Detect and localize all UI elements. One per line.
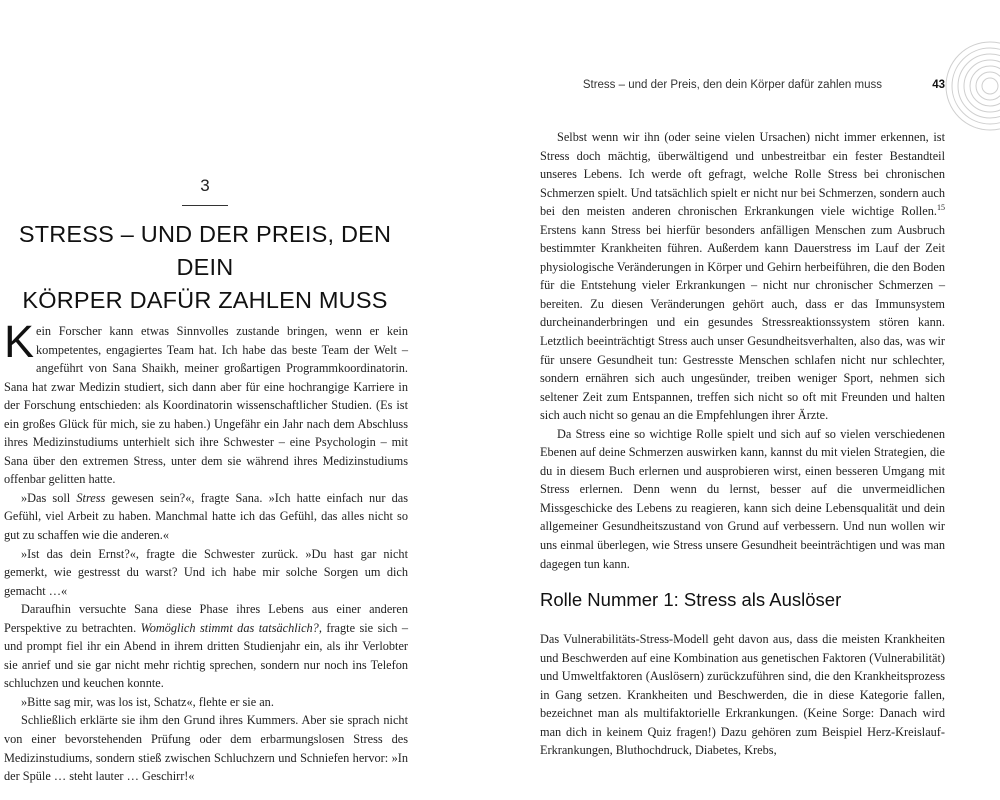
paragraph: »Bitte sag mir, was los ist, Schatz«, flehte er sie an. <box>21 694 274 709</box>
emphasis: Stress <box>76 490 106 505</box>
paragraph: Daraufhin versuchte Sana diese Phase ihres Lebens aus einer anderen Perspektive zu betrachten. Womöglich stimmt das tatsächlich?, fragte sie sich – und prompt fiel ihr ein Abend in ihrem dritten Studienjahr ein, als ihr Verlobter sie anrief und sie gar nicht mehr richtig sprechen, sondern nur noch ins Telefon schluchzen und keuchen konnte. <box>4 602 408 691</box>
chapter-title-line-2: KÖRPER DAFÜR ZAHLEN MUSS <box>22 287 388 313</box>
paragraph: Selbst wenn wir ihn (oder seine vielen Ursachen) nicht immer erkennen, ist Stress doch mächtig, überwältigend und unbestreitbar ein fester Bestandteil unseres Lebens. Ich werde oft gefragt, welche Rolle Stress bei chronischen Schmerzen spielt. Und tatsächlich spielt er nicht nur bei Schmerzen, sondern auch bei den meisten anderen chronischen Erkrankungen viele wichtige Rollen.$^{15}$ Erstens kann Stress bei hierfür besonders anfälligen Menschen zum Ausbruch bestimmter Krankheiten führen. Außerdem kann Dauerstress im Lauf der Zeit physiologische Veränderungen in Körper und Gehirn herbeiführen, die den Boden für die Entstehung vieler Erkrankungen – nicht nur chronischer Schmerzen – bereiten. Zu diesen Veränderungen gehört auch, dass er das Immunsystem durcheinanderbringen und ein gesundes Stressreaktionssystem stören kann. Letztlich beeinträchtigt Stress auch unser Gesundheitsverhalten, also das, was wir für unsere Gesundheit tun: Gestresste Menschen schlafen nicht nur schlechter, sondern ernähren sich auch ungesünder, treiben weniger Sport, nehmen sich seltener Zeit zum Entspannen, treffen sich nicht so oft mit Freunden und halten sich auch nicht so genau an die Empfehlungen ihrer Ärzte. <box>540 130 945 423</box>
section-heading: Rolle Nummer 1: Stress als Auslöser <box>540 589 842 610</box>
chapter-title <box>0 218 410 317</box>
paragraph: Schließlich erklärte sie ihm den Grund ihres Kummers. Aber sie sprach nicht von einer bevorstehenden Prüfung oder dem erbarmungslosen Stress des Medizinstudiums, sondern stieß zwischen Schluchzern und Schniefen hervor: »In der Spüle … steht lauter … Geschirr!« <box>4 713 408 784</box>
running-title: Stress – und der Preis, den dein Körper dafür zahlen muss <box>582 79 882 91</box>
emphasis: Womöglich stimmt das tatsächlich?, <box>140 620 322 635</box>
chapter-title-line-1: STRESS – UND DER PREIS, DEN DEIN <box>18 221 392 280</box>
paragraph: »Das soll Stress gewesen sein?«, fragte Sana. »Ich hatte einfach nur das Gefühl, viel Arbeit zu haben. Manchmal hatte ich das Gefühl, das alles nicht so gut zu schaffen wie die anderen.« <box>4 490 408 543</box>
paragraph: Da Stress eine so wichtige Rolle spielt und sich auf so vielen verschiedenen Ebenen auf deine Schmerzen auswirken kann, kannst du mit vielen Strategien, die du in diesem Buch erlernen und ausprobieren wirst, einen besseren Umgang mit Stress erlernen. Denn wenn du lernst, besser auf die unvermeidlichen Missgeschicke des Lebens zu reagieren, kann sich deine Lebensqualität und dein allgemeiner Gesundheitszustand von Grund auf verbessern. Und nun wollen wir uns einmal überlegen, wie Stress unsere Gesundheit beeinträchtigen und was man dagegen tun kann. <box>540 426 945 571</box>
left-column-text <box>4 316 408 786</box>
page-number: 43 <box>932 79 945 91</box>
paragraph: Kein Forscher kann etwas Sinnvolles zustande bringen, wenn er kein kompetentes, engagiertes Team hat. Ich habe das beste Team der Welt – angeführt von Sana Shaikh, meiner großartigen Programmkoordinatorin. Sana hat zwar Medizin studiert, sich dann aber für eine hochrangige Karriere in der Forschung entschieden: als Koordinatorin wissenschaftlicher Studien. (Es ist ein großes Glück für mich, sie zu haben.) Ungefähr ein Jahr nach dem Abschluss ihres Medizinstudiums unterhielt sich ihre Schwester – eine Psychologin – mit Sana über den extremen Stress, unter dem sie während ihres Medizinstudiums offenbar gelitten hatte. <box>4 316 408 487</box>
right-column-text <box>540 128 945 573</box>
chapter-number: 3 <box>200 176 210 195</box>
right-column-text-continued <box>540 630 945 760</box>
running-header <box>540 79 945 95</box>
footnote-marker[interactable]: 15 <box>937 203 945 213</box>
paragraph: Das Vulnerabilitäts-Stress-Modell geht davon aus, dass die meisten Krankheiten und Beschwerden auf eine Kombination aus genetischen Faktoren (Vulnerabilität) und Umweltfaktoren (Auslösern) zurückzuführen sind, die den Krankheitsprozess in Gang setzen. Krankheiten und Beschwerden, die in diese Kategorie fallen, bezeichnet man als multifaktorielle Erkrankungen. (Keine Sorge: Danach wird man dich in keinem Quiz fragen!) Dazu gehören zum Beispiel Herz-Kreislauf-Erkrankungen, Bluthochdruck, Diabetes, Krebs, <box>540 632 945 758</box>
paragraph: »Ist das dein Ernst?«, fragte die Schwester zurück. »Du hast gar nicht gemerkt, wie gestresst du warst? Und ich habe mir solche Sorgen um dich gemacht …« <box>4 546 408 598</box>
chapter-divider <box>182 205 228 206</box>
